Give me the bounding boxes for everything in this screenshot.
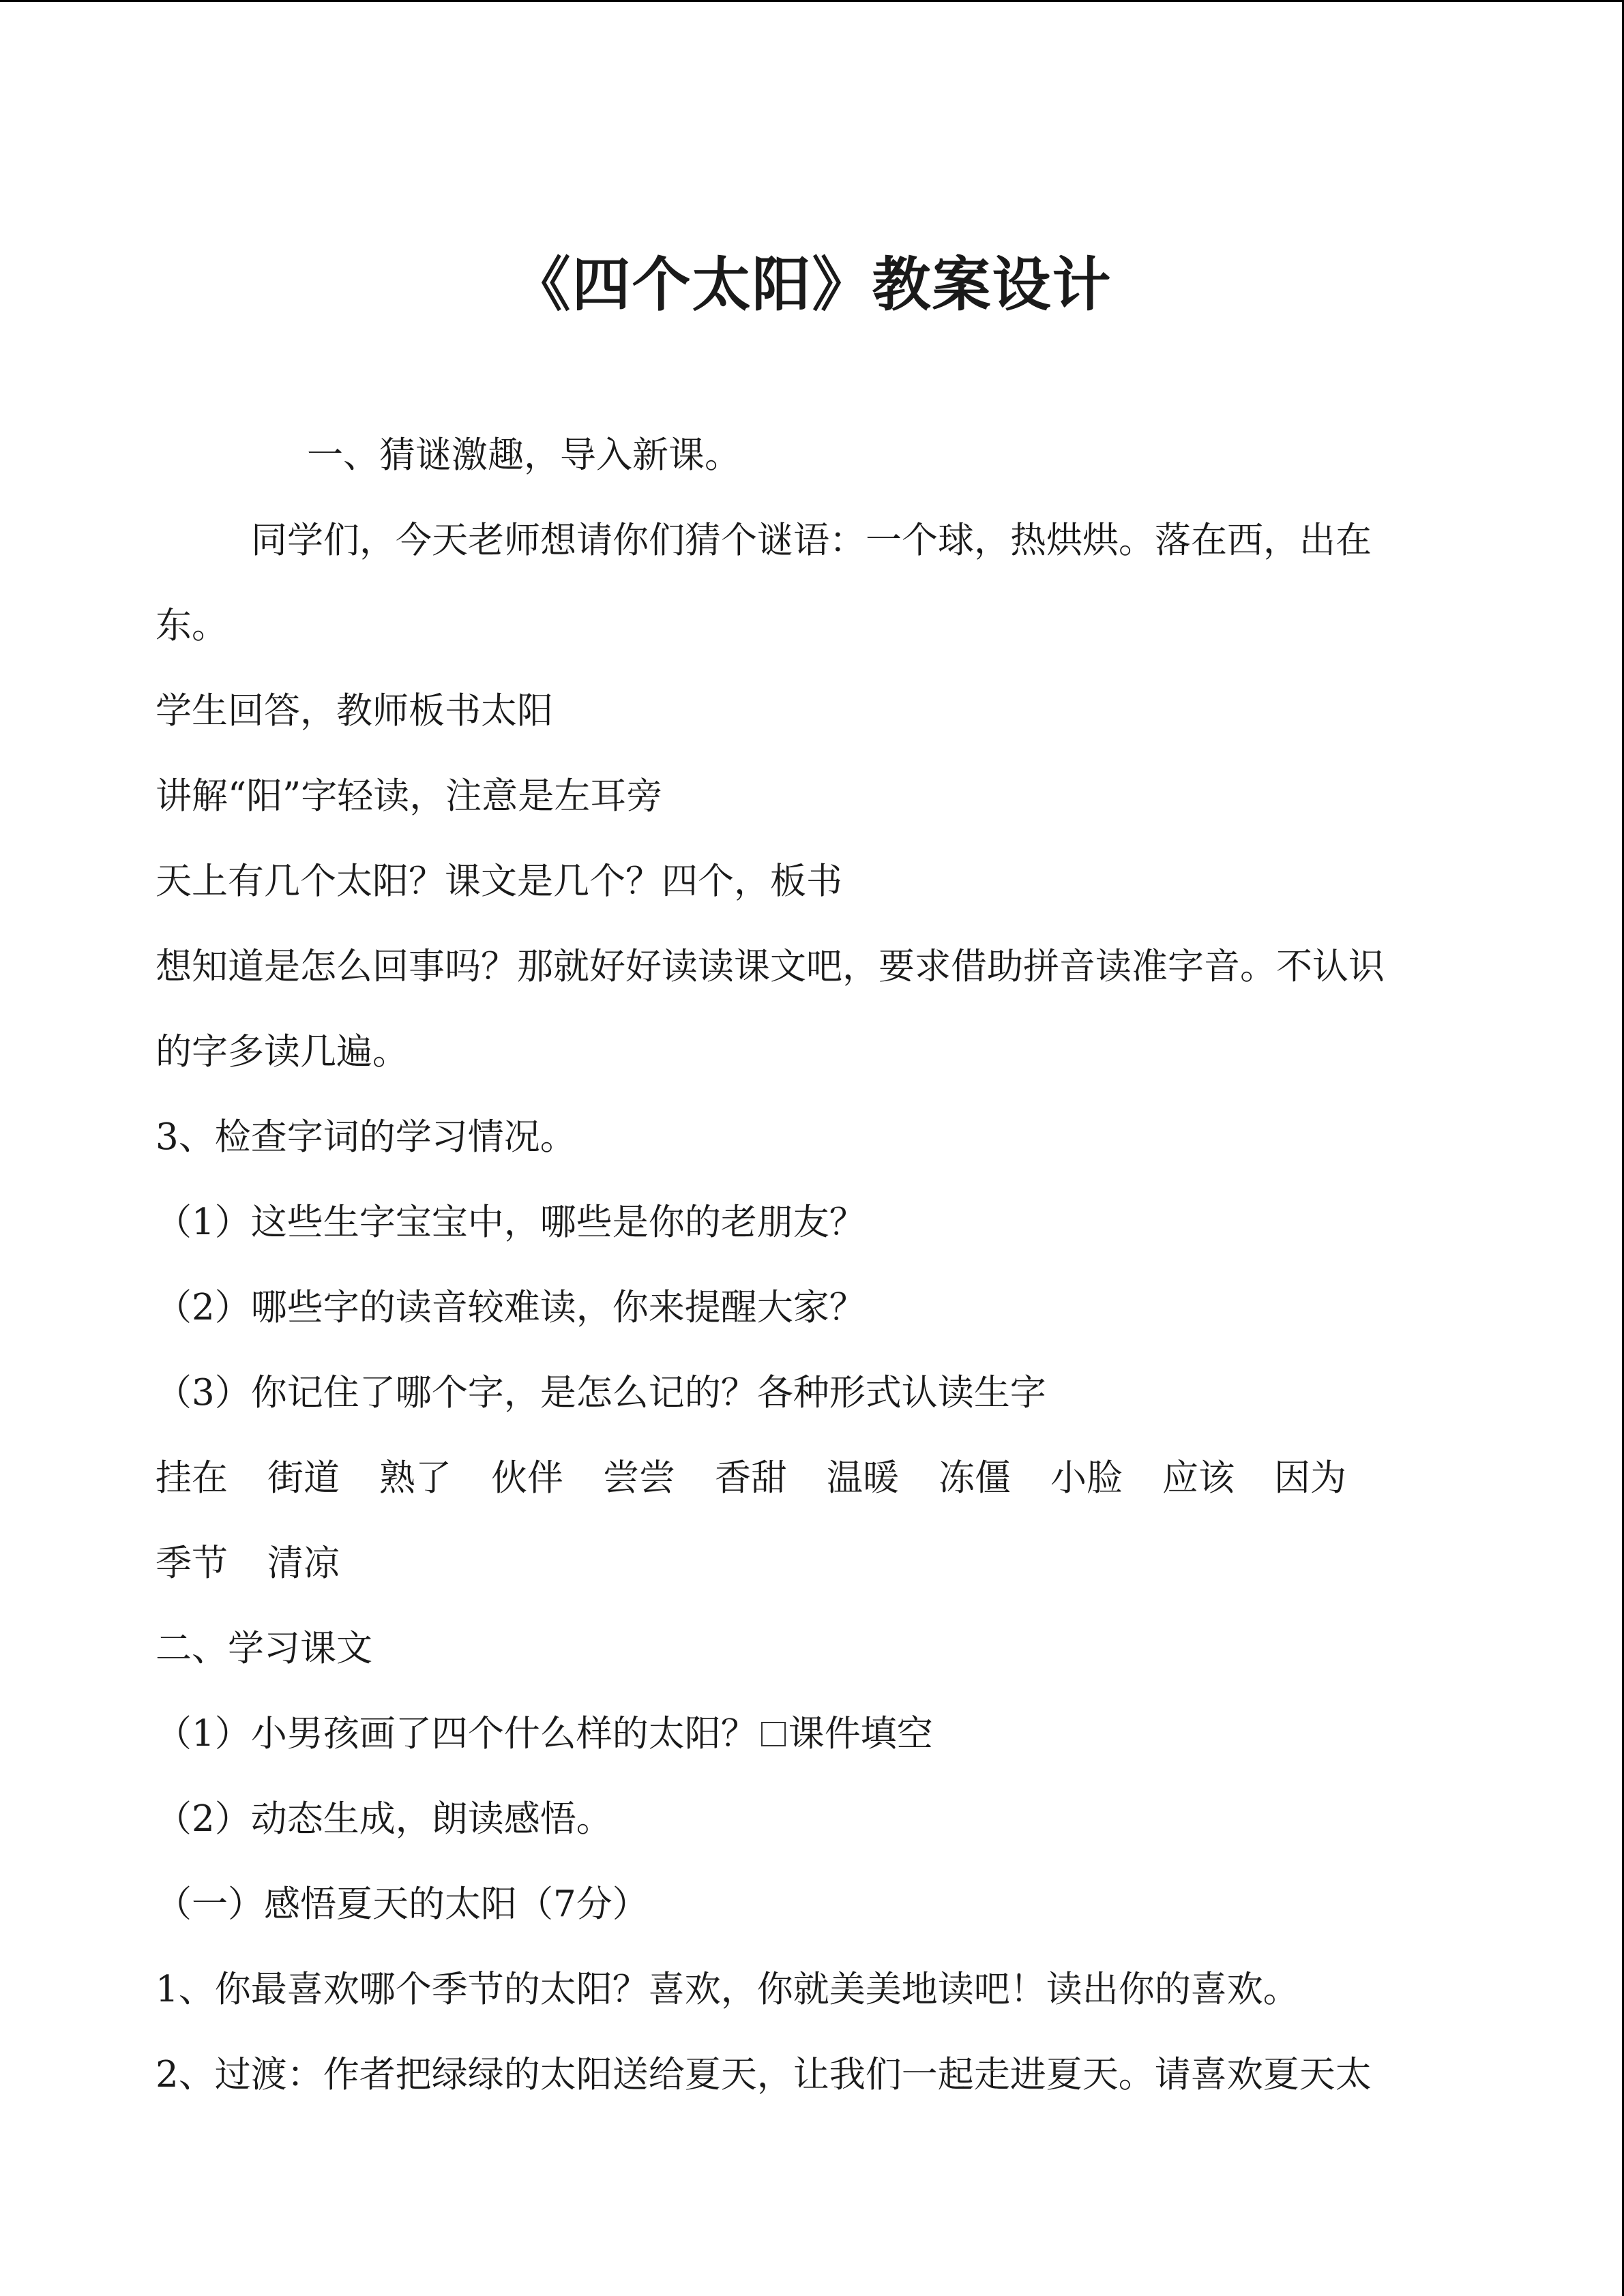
list-item [156,1691,1492,1776]
section-heading-1: 一、猜谜激趣，导入新课。 [307,434,741,476]
vocab-word: 熟了 [379,1457,452,1499]
vocab-word: 清凉 [267,1542,340,1584]
list-item: 1、你最喜欢哪个季节的太阳？喜欢，你就美美地读吧！读出你的喜欢。 [156,1969,1299,2010]
section-heading-2: 二、学习课文 [156,1628,372,1669]
list-item: （3）你记住了哪个字，是怎么记的？各种形式认读生字 [156,1372,1046,1414]
paragraph: 学生回答，教师板书太阳 [156,690,553,732]
vocab-word: 因为 [1274,1457,1346,1499]
vocab-word: 尝尝 [603,1457,675,1499]
list-item: （2）哪些字的读音较难读，你来提醒大家？ [156,1287,866,1328]
vocab-word: 街道 [267,1457,340,1499]
document-body [156,413,1492,2117]
vocab-row-2 [156,1521,1492,1606]
list-item-text: （1）小男孩画了四个什么样的太阳？ [156,1713,757,1755]
vocab-word: 挂在 [156,1457,228,1499]
paragraph: 天上有几个太阳？课文是几个？四个，板书 [156,861,842,902]
vocab-word: 冻僵 [939,1457,1011,1499]
paragraph: 东。 [156,605,228,646]
vocab-word: 应该 [1162,1457,1235,1499]
vocab-word: 伙伴 [491,1457,563,1499]
vocab-row-1 [156,1435,1492,1521]
vocab-word: 温暖 [827,1457,899,1499]
list-item-text: 课件填空 [788,1713,933,1755]
vocab-word: 季节 [156,1542,228,1584]
paragraph: 想知道是怎么回事吗？那就好好读读课文吧，要求借助拼音读准字音。不认识 [156,946,1385,987]
checkbox-icon [761,1722,786,1746]
document-title: 《四个太阳》教案设计 [512,250,1112,319]
list-item: 2、过渡：作者把绿绿的太阳送给夏天，让我们一起走进夏天。请喜欢夏天太 [156,2054,1372,2096]
paragraph: 同学们，今天老师想请你们猜个谜语：一个球，热烘烘。落在西，出在 [251,520,1372,561]
list-item: （2）动态生成，朗读感悟。 [156,1798,612,1840]
paragraph: 讲解“阳”字轻读，注意是左耳旁 [156,775,663,817]
paragraph: 的字多读几遍。 [156,1031,409,1073]
list-item: 3、检查字词的学习情况。 [156,1116,576,1158]
vocab-word: 香甜 [715,1457,787,1499]
list-item: （1）这些生字宝宝中，哪些是你的老朋友？ [156,1202,866,1243]
subsection-heading: （一）感悟夏天的太阳（7分） [156,1883,649,1925]
vocab-word: 小脸 [1050,1457,1123,1499]
